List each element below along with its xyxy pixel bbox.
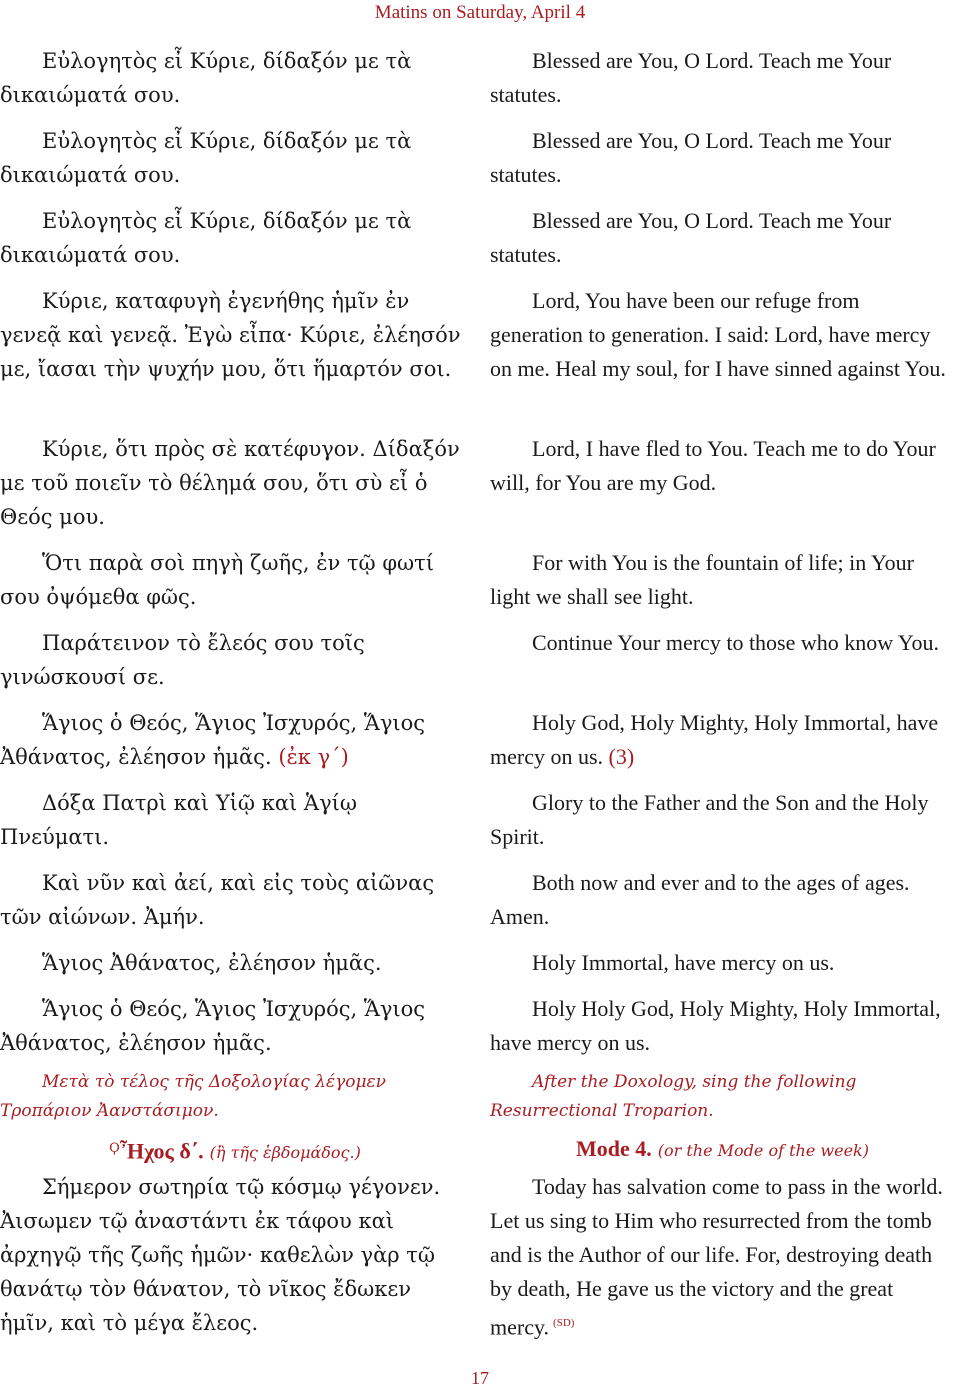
english-verse-3: Blessed are You, O Lord. Teach me Your statutes.: [490, 208, 892, 267]
greek-verse-4: Κύριε, καταφυγὴ ἐγενήθης ἡμῖν ἐν γενεᾷ καὶ γενεᾷ. Ἐγὼ εἶπα· Κύριε, ἐλέησόν με, ἴασαι τὴν ψυχήν μου, ὅτι ἥμαρτόν σοι.: [0, 289, 461, 381]
greek-rubric: Μετὰ τὸ τέλος τῆς Δοξολογίας λέγομεν Τροπάριον Ἀανστάσιμον.: [0, 1072, 386, 1121]
english-verse-9: Glory to the Father and the Son and the Holy Spirit.: [490, 790, 929, 849]
greek-verse-8-text: Ἅγιος ὁ Θεός, Ἅγιος Ἰσχυρός, Ἅγιος Ἀθάνατος, ἐλέησον ἡμᾶς.: [0, 711, 426, 769]
english-rubric: After the Doxology, sing the following Resurrectional Troparion.: [490, 1072, 857, 1121]
english-mode-line: [490, 1134, 955, 1166]
greek-verse-6: Ὅτι παρὰ σοὶ πηγὴ ζωῆς, ἐν τῷ φωτί σου ὀψόμεθα φῶς.: [0, 551, 435, 609]
greek-verse-1: Εὐλογητὸς εἶ Κύριε, δίδαξόν με τὰ δικαιώματά σου.: [0, 49, 412, 107]
greek-verse-8: [0, 706, 470, 774]
page-header: Matins on Saturday, April 4: [374, 2, 586, 23]
greek-mode-mark: Ϙ: [109, 1141, 120, 1156]
english-mode-note: (or the Mode of the week): [657, 1141, 869, 1160]
greek-verse-11: Ἅγιος Ἀθάνατος, ἐλέησον ἡμᾶς.: [42, 951, 382, 975]
english-verse-8: [490, 706, 955, 774]
page-number: 17: [471, 1368, 489, 1388]
english-verse-7: Continue Your mercy to those who know You.: [532, 630, 940, 655]
greek-mode-line: [0, 1134, 470, 1168]
english-troparion: [490, 1170, 955, 1344]
greek-verse-5: Κύριε, ὅτι πρὸς σὲ κατέφυγον. Δίδαξόν με τοῦ ποιεῖν τὸ θέλημά σου, ὅτι σὺ εἶ ὁ Θεός μου.: [0, 437, 460, 529]
english-mode: Mode 4.: [576, 1136, 652, 1161]
greek-verse-12: Ἅγιος ὁ Θεός, Ἅγιος Ἰσχυρός, Ἅγιος Ἀθάνατος, ἐλέησον ἡμᾶς.: [0, 997, 426, 1055]
greek-verse-2: Εὐλογητὸς εἶ Κύριε, δίδαξόν με τὰ δικαιώματά σου.: [0, 129, 412, 187]
english-verse-12: Holy Holy God, Holy Mighty, Holy Immortal, have mercy on us.: [490, 996, 941, 1055]
english-troparion-text: Today has salvation come to pass in the world. Let us sing to Him who resurrected from the tomb and is the Author of our life. For, destroying death by death, He gave us the victory and the great mercy.: [490, 1174, 943, 1340]
english-verse-10: Both now and ever and to the ages of ages. Amen.: [490, 870, 910, 929]
greek-mode: Ἦχος δ΄.: [119, 1138, 204, 1164]
greek-verse-3: Εὐλογητὸς εἶ Κύριε, δίδαξόν με τὰ δικαιώματά σου.: [0, 209, 412, 267]
greek-verse-8-note: (ἐκ γ΄): [278, 745, 349, 769]
english-troparion-note: (SD): [553, 1317, 575, 1329]
english-verse-2: Blessed are You, O Lord. Teach me Your statutes.: [490, 128, 892, 187]
english-verse-4: Lord, You have been our refuge from generation to generation. I said: Lord, have mercy on me. Heal my soul, for I have sinned against You.: [490, 288, 946, 381]
english-verse-1: Blessed are You, O Lord. Teach me Your statutes.: [490, 48, 892, 107]
greek-troparion: Σήμερον σωτηρία τῷ κόσμῳ γέγονεν. Ἀισωμεν τῷ ἀναστάντι ἐκ τάφου καὶ ἀρχηγῷ τῆς ζωῆς ἡμῶν· καθελὼν γὰρ τῷ θανάτῳ τὸν θάνατον, τὸ νῖκος ἔδωκεν ἡμῖν, καὶ τὸ μέγα ἔλεος.: [0, 1175, 441, 1335]
english-verse-6: For with You is the fountain of life; in Your light we shall see light.: [490, 550, 914, 609]
greek-verse-9: Δόξα Πατρὶ καὶ Υἱῷ καὶ Ἁγίῳ Πνεύματι.: [0, 791, 357, 849]
english-verse-8-text: Holy God, Holy Mighty, Holy Immortal, have mercy on us.: [490, 710, 939, 769]
english-verse-5: Lord, I have fled to You. Teach me to do Your will, for You are my God.: [490, 436, 936, 495]
english-verse-8-note: (3): [608, 744, 635, 769]
english-verse-11: Holy Immortal, have mercy on us.: [532, 950, 835, 975]
greek-verse-10: Καὶ νῦν καὶ ἀεί, καὶ εἰς τοὺς αἰῶνας τῶν αἰώνων. Ἀμήν.: [0, 871, 435, 929]
greek-mode-note: (ἢ τῆς ἑβδομάδος.): [209, 1143, 361, 1163]
greek-verse-7: Παράτεινον τὸ ἔλεός σου τοῖς γινώσκουσί σε.: [0, 631, 365, 689]
